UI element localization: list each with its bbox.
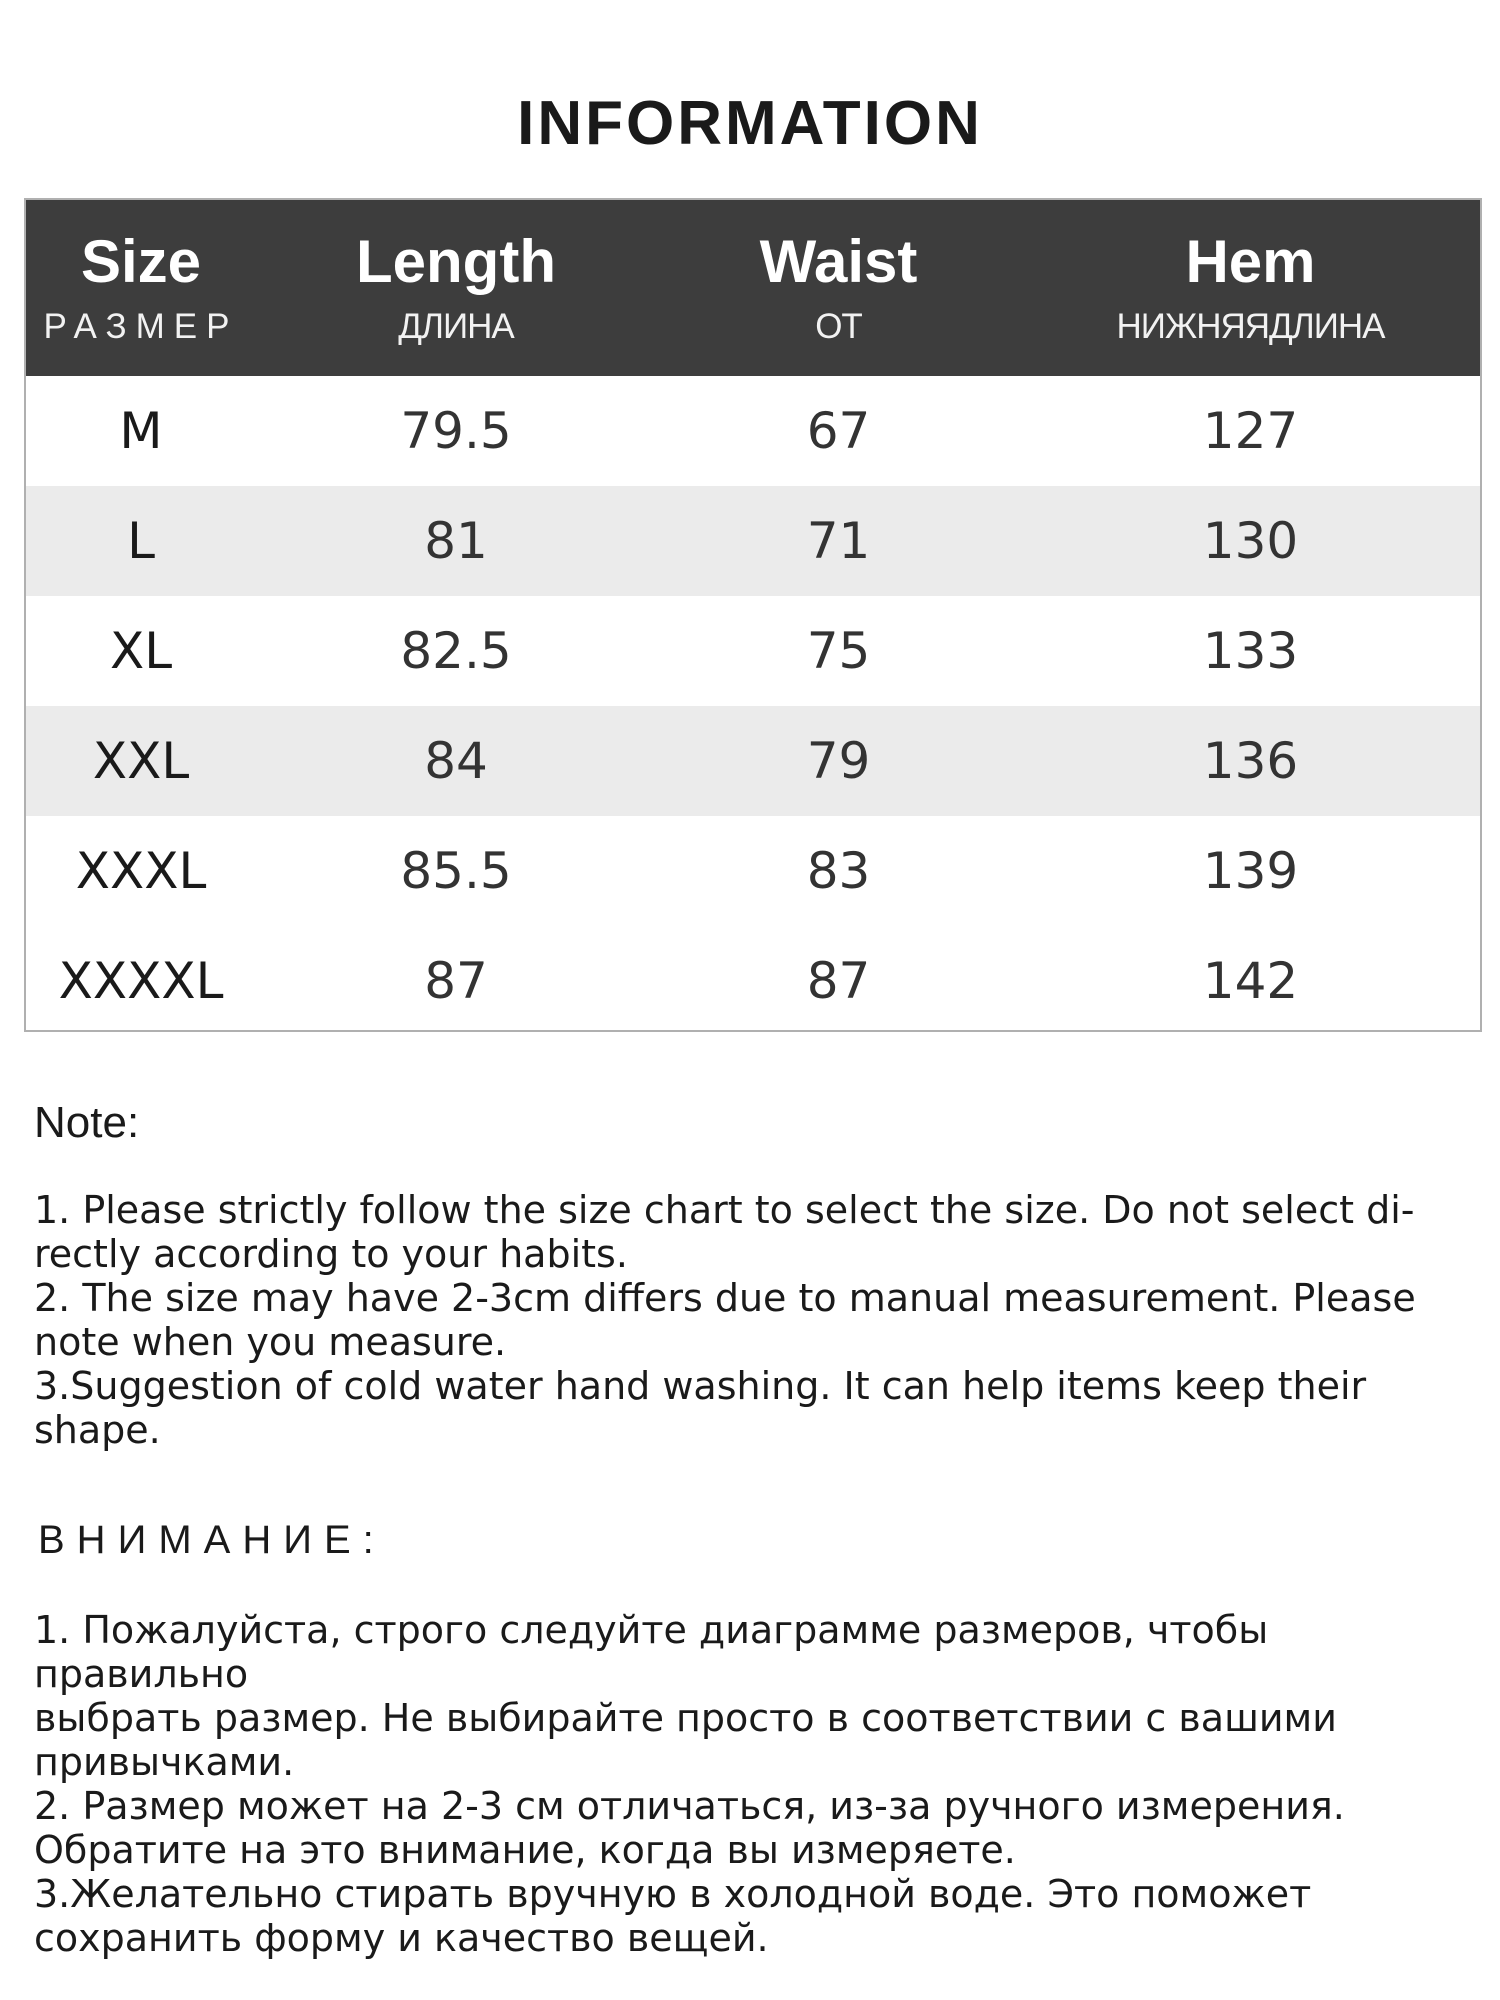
- header-waist-ru: ОТ: [815, 307, 862, 346]
- note-heading: Note:: [34, 1098, 140, 1147]
- attention-line: Обратите на это внимание, когда вы измеряете.: [34, 1828, 1016, 1872]
- header-waist: [656, 200, 1021, 376]
- table-row: [26, 926, 1480, 1036]
- cell-length: 85.5: [400, 842, 512, 900]
- attention-line: выбрать размер. Не выбирайте просто в соответствии с вашими: [34, 1696, 1337, 1740]
- cell-hem: 139: [1202, 842, 1299, 900]
- note-line: rectly according to your habits.: [34, 1232, 628, 1276]
- header-size-en: Size: [80, 228, 202, 295]
- note-text: [34, 1188, 1474, 1452]
- note-line: 2. The size may have 2-3cm differs due to manual measurement. Please: [34, 1276, 1416, 1320]
- header-hem: [1021, 200, 1480, 376]
- cell-hem: 136: [1202, 732, 1299, 790]
- cell-length: 81: [424, 512, 488, 570]
- cell-waist: 79: [806, 732, 871, 790]
- cell-length: 82.5: [400, 622, 512, 680]
- header-size: [26, 200, 256, 376]
- header-length: [256, 200, 656, 376]
- table-header: [26, 200, 1480, 376]
- header-hem-en: Hem: [1185, 228, 1316, 295]
- table-row: [26, 486, 1480, 596]
- cell-size: XXL: [92, 732, 190, 790]
- cell-size: M: [119, 402, 163, 460]
- attention-heading: ВНИМАНИЕ:: [38, 1518, 386, 1562]
- attention-line: сохранить форму и качество вещей.: [34, 1916, 769, 1960]
- cell-waist: 87: [806, 952, 871, 1010]
- attention-line: 1. Пожалуйста, строго следуйте диаграмме размеров, чтобы правильно: [34, 1608, 1269, 1696]
- table-row: [26, 376, 1480, 486]
- cell-length: 87: [424, 952, 488, 1010]
- cell-size: XXXXL: [58, 952, 224, 1010]
- cell-length: 84: [424, 732, 488, 790]
- cell-waist: 75: [806, 622, 871, 680]
- table-row: [26, 706, 1480, 816]
- cell-length: 79.5: [400, 402, 512, 460]
- cell-hem: 127: [1202, 402, 1299, 460]
- size-table: [24, 198, 1482, 1032]
- table-row: [26, 596, 1480, 706]
- attention-text: [34, 1608, 1474, 1960]
- cell-waist: 83: [806, 842, 871, 900]
- header-length-ru: ДЛИНА: [398, 307, 514, 346]
- note-line: 3.Suggestion of cold water hand washing. It can help items keep their: [34, 1364, 1367, 1408]
- cell-waist: 71: [806, 512, 871, 570]
- table-row: [26, 816, 1480, 926]
- note-line: shape.: [34, 1408, 161, 1452]
- note-line: 1. Please strictly follow the size chart to select the size. Do not select di-: [34, 1188, 1415, 1232]
- attention-line: 3.Желательно стирать вручную в холодной воде. Это поможет: [34, 1872, 1312, 1916]
- cell-hem: 142: [1202, 952, 1299, 1010]
- cell-size: L: [127, 512, 155, 570]
- cell-waist: 67: [806, 402, 871, 460]
- header-hem-ru: НИЖНЯЯДЛИНА: [1116, 307, 1385, 346]
- attention-line: привычками.: [34, 1740, 295, 1784]
- header-length-en: Length: [356, 228, 556, 295]
- note-line: note when you measure.: [34, 1320, 507, 1364]
- page-title: INFORMATION: [517, 89, 983, 158]
- cell-hem: 133: [1202, 622, 1299, 680]
- cell-hem: 130: [1202, 512, 1299, 570]
- cell-size: XL: [109, 622, 173, 680]
- header-waist-en: Waist: [759, 228, 918, 295]
- header-size-ru: РАЗМЕР: [43, 307, 239, 346]
- attention-line: 2. Размер может на 2-3 см отличаться, из-за ручного измерения.: [34, 1784, 1345, 1828]
- cell-size: XXXL: [75, 842, 207, 900]
